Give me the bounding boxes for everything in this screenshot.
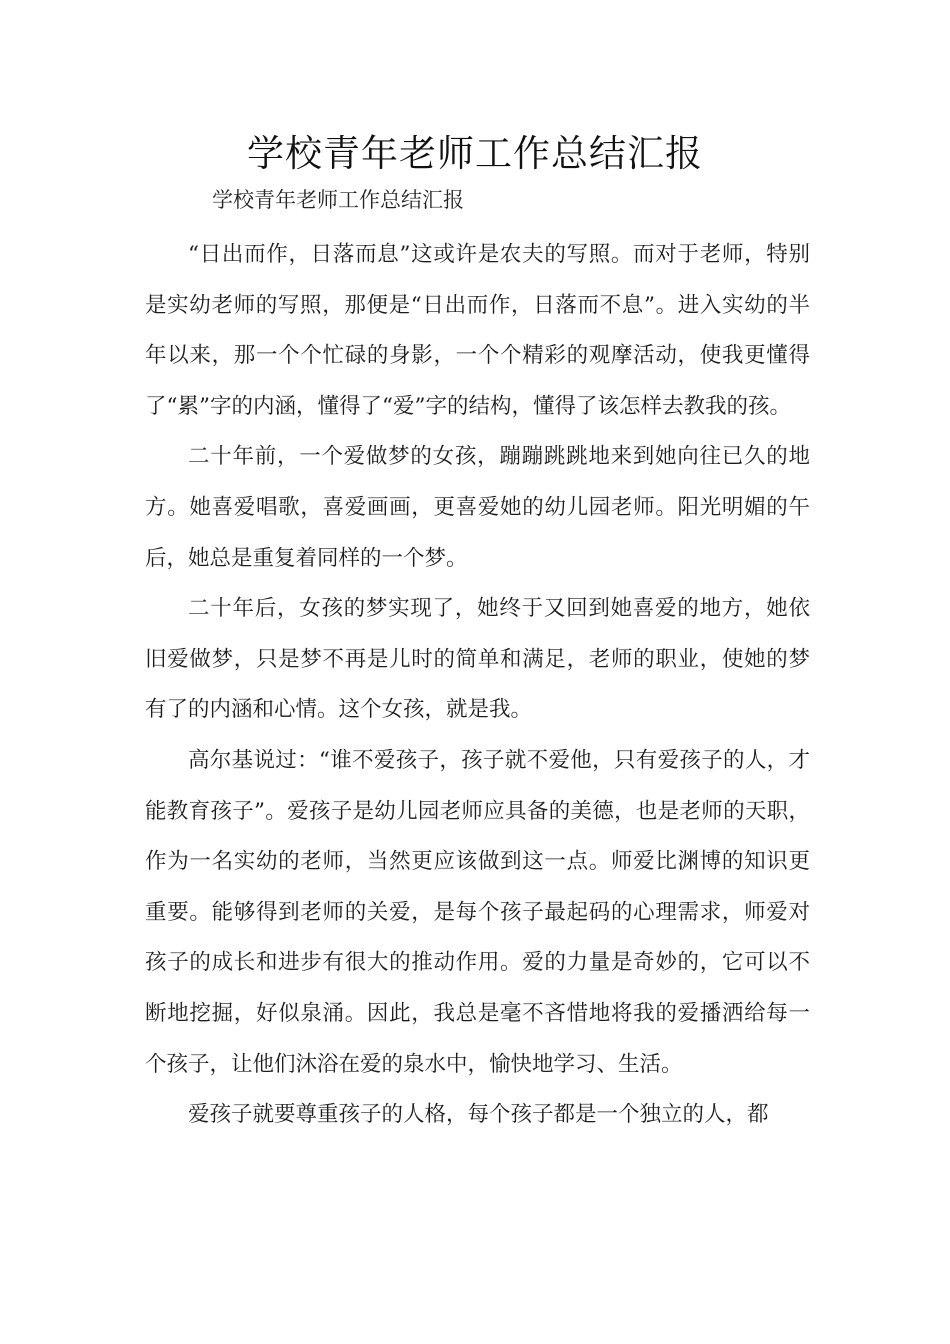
paragraph-2: 二十年前，一个爱做梦的女孩，蹦蹦跳跳地来到她向往已久的地方。她喜爱唱歌，喜爱画画，更喜爱她的幼儿园老师。阳光明媚的午后，她总是重复着同样的一个梦。 — [145, 444, 810, 571]
document-title: 学校青年老师工作总结汇报 — [247, 132, 703, 175]
paragraph-4: 高尔基说过：“谁不爱孩子，孩子就不爱他，只有爱孩子的人，才能教育孩子”。爱孩子是幼儿园老师应具备的美德，也是老师的天职，作为一名实幼的老师，当然更应该做到这一点。师爱比渊博的知识更重要。能够得到老师的关爱，是每个孩子最起码的心理需求，师爱对孩子的成长和进步有很大的推动作用。爱的力量是奇妙的，它可以不断地挖掘，好似泉涌。因此，我总是毫不吝惜地将我的爱播洒给每一个孩子，让他们沐浴在爱的泉水中，愉快地学习、生活。 — [145, 747, 810, 1077]
document-body — [145, 230, 810, 1141]
document-subtitle: 学校青年老师工作总结汇报 — [212, 188, 464, 212]
paragraph-3: 二十年后，女孩的梦实现了，她终于又回到她喜爱的地方，她依旧爱做梦，只是梦不再是儿时的简单和满足，老师的职业，使她的梦有了的内涵和心情。这个女孩，就是我。 — [145, 596, 810, 723]
paragraph-5: 爱孩子就要尊重孩子的人格，每个孩子都是一个独立的人，都 — [188, 1102, 769, 1128]
paragraph-1: “日出而作，日落而息”这或许是农夫的写照。而对于老师，特别是实幼老师的写照，那便是“日出而作，日落而不息”。进入实幼的半年以来，那一个个忙碌的身影，一个个精彩的观摩活动，使我更懂得了“累”字的内涵，懂得了“爱”字的结构，懂得了该怎样去教我的孩。 — [145, 242, 810, 419]
